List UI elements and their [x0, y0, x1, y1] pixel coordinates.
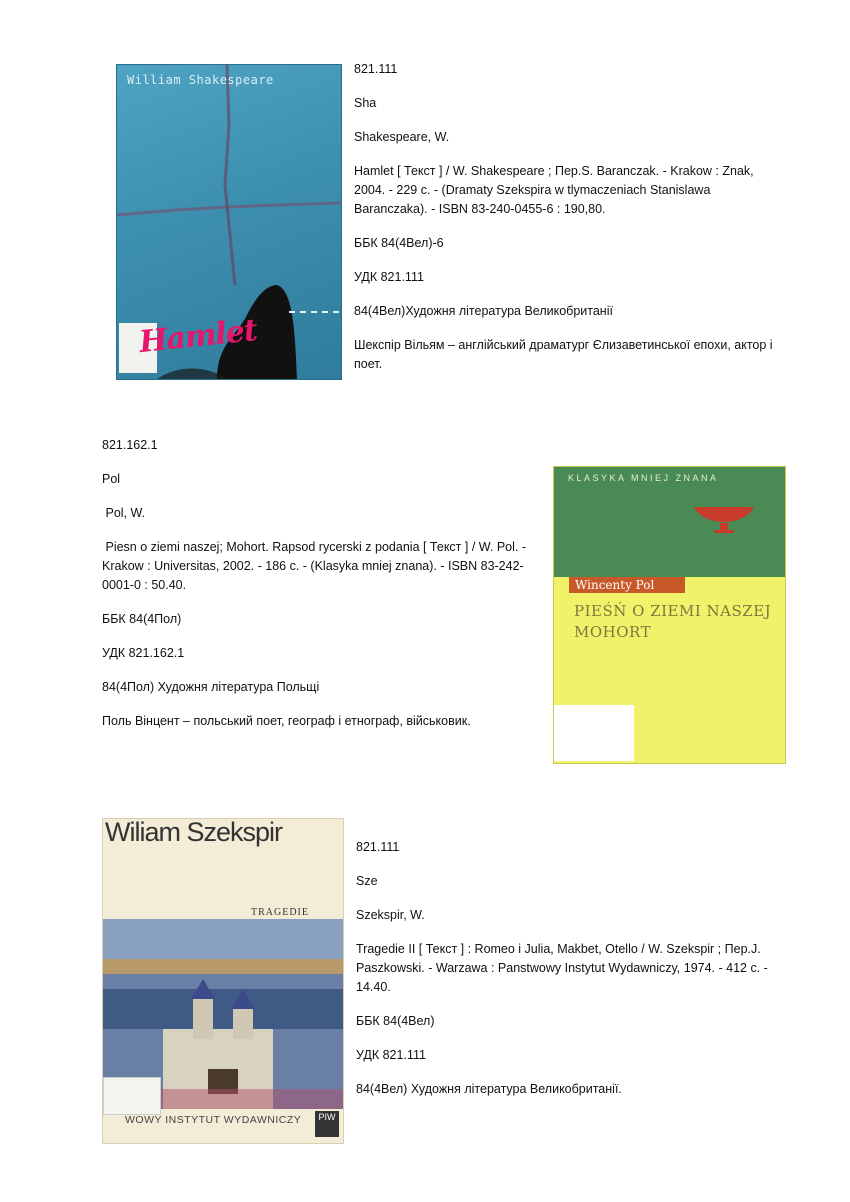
author-heading: Pol, W. — [102, 506, 146, 520]
annotation: Поль Вінцент – польський поет, географ і етнограф, військовик. — [102, 714, 471, 728]
author-mark: Sze — [356, 874, 378, 888]
book-cover-piesn-o-ziemi-naszej — [553, 466, 786, 764]
cover-author: Wincenty Pol — [569, 577, 685, 593]
subject-heading: 84(4Вел)Художня література Великобританії — [354, 304, 613, 318]
cover-title — [574, 601, 771, 643]
cover-title-line-2: MOHORT — [574, 623, 652, 641]
cover-series: KLASYKA MNIEJ ZNANA — [568, 473, 719, 483]
cover-dash — [289, 311, 339, 315]
catalog-entry-2 — [102, 436, 534, 746]
bibliographic-description: Piesn o ziemi naszej; Mohort. Rapsod rycerski z podania [ Текст ] / W. Pol. - Krakow : Universitas, 2002. - 186 с. - (Klasyka mniej znana). - ISBN 83-242-0001-0 : 50.40. — [102, 540, 530, 592]
bibliographic-description: Tragedie II [ Текст ] : Romeo i Julia, Makbet, Otello / W. Szekspir ; Пер.J. Paszkowski. - Warzawa : Panstwowy Instytut Wydawniczy, 1974. - 412 с. - 14.40. — [356, 942, 772, 994]
author-mark: Pol — [102, 472, 121, 486]
bbk-index: ББК 84(4Вел)-6 — [354, 236, 444, 250]
publisher-logo: PIW — [315, 1111, 339, 1137]
cover-author: William Shakespeare — [127, 73, 274, 87]
bbk-index: ББК 84(4Вел) — [356, 1014, 435, 1028]
catalog-entry-3 — [356, 838, 786, 1114]
cover-genre: TRAGEDIE — [251, 907, 309, 918]
cover-publisher: WOWY INSTYTUT WYDAWNICZY — [125, 1114, 302, 1126]
udk-index: УДК 821.111 — [356, 1048, 426, 1062]
library-sticker — [103, 1077, 161, 1115]
author-mark: Sha — [354, 96, 377, 110]
bbk-index: ББК 84(4Пол) — [102, 612, 182, 626]
subject-heading: 84(4Пол) Художня література Польщі — [102, 680, 320, 694]
udk-index: УДК 821.162.1 — [102, 646, 185, 660]
classification-code: 821.111 — [354, 62, 398, 76]
subject-heading: 84(4Вел) Художня література Великобританії. — [356, 1082, 622, 1096]
book-cover-tragedie — [102, 818, 344, 1144]
author-heading: Szekspir, W. — [356, 908, 425, 922]
catalog-entry-1 — [354, 60, 786, 389]
cover-title-line-1: PIEŚŃ O ZIEMI NASZEJ — [574, 602, 772, 620]
cover-author: Wiliam Szekspir — [105, 818, 283, 847]
cover-vase-image — [684, 497, 764, 537]
udk-index: УДК 821.111 — [354, 270, 424, 284]
book-cover-hamlet — [116, 64, 342, 380]
classification-code: 821.162.1 — [102, 438, 158, 452]
author-heading: Shakespeare, W. — [354, 130, 450, 144]
classification-code: 821.111 — [356, 840, 400, 854]
bibliographic-description: Hamlet [ Текст ] / W. Shakespeare ; Пер.S. Baranczak. - Krakow : Znak, 2004. - 229 с. - (Dramaty Szekspira w tlymaczeniach Stanislawa Baranczaka). - ISBN 83-240-0455-6 : 190,80. — [354, 164, 758, 216]
cover-title: Hamlet — [137, 312, 259, 361]
annotation: Шекспір Вільям – англійський драматург Єлизаветинської епохи, актор і поет. — [354, 338, 777, 371]
library-sticker — [554, 705, 634, 761]
